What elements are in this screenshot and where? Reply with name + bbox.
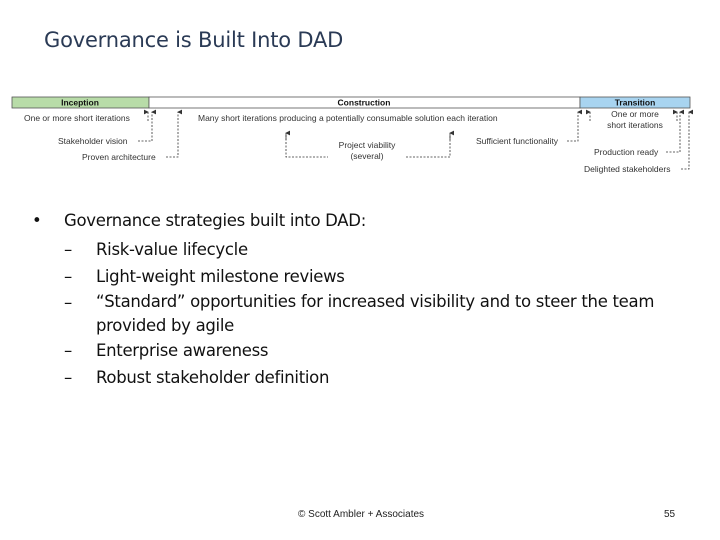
main-bullet-text: Governance strategies built into DAD: — [64, 211, 366, 230]
delighted-stakeholders-connector — [681, 112, 689, 169]
inception-label: Inception — [61, 97, 99, 108]
sub-bullet — [32, 338, 692, 365]
lifecycle-diagram — [0, 0, 720, 200]
sub-bullet-text: Risk-value lifecycle — [96, 240, 248, 259]
proven-architecture-connector — [166, 112, 178, 157]
dash-icon: – — [64, 293, 72, 312]
page-title: Governance is Built Into DAD — [44, 28, 344, 52]
sub-bullet-text: “Standard” opportunities for increased visibility and to steer the team provided by agile — [96, 292, 655, 335]
construction-iterations-label: Many short iterations producing a potentially consumable solution each iteration — [198, 113, 498, 123]
project-viability-label: Project viability — [338, 140, 396, 150]
delighted-stakeholders-label: Delighted stakeholders — [584, 164, 671, 174]
sub-bullet-text: Robust stakeholder definition — [96, 367, 330, 387]
dash-icon: – — [64, 367, 72, 387]
sub-bullet — [32, 365, 692, 392]
construction-label: Construction — [337, 97, 391, 108]
sufficient-functionality-connector — [567, 112, 578, 141]
bullet-list — [32, 208, 692, 391]
sub-bullet-text: Light-weight milestone reviews — [96, 266, 345, 286]
sub-bullet — [32, 237, 692, 264]
main-bullet — [32, 208, 692, 234]
sufficient-functionality-label: Sufficient functionality — [476, 136, 559, 146]
proven-architecture-label: Proven architecture — [82, 152, 156, 162]
stakeholder-vision-connector — [138, 112, 152, 141]
dash-icon: – — [64, 266, 72, 286]
sub-bullet — [32, 264, 692, 291]
sub-bullet-text: Enterprise awareness — [96, 341, 269, 360]
transition-iterations-label-1: One or more — [611, 109, 659, 119]
inception-iterations-label: One or more short iterations — [24, 113, 130, 123]
dash-icon: – — [64, 341, 72, 360]
production-ready-label: Production ready — [594, 147, 659, 157]
project-viability-note: (several) — [350, 151, 384, 161]
bullet-dot: • — [32, 211, 42, 230]
stakeholder-vision-label: Stakeholder vision — [58, 136, 128, 146]
production-ready-connector — [666, 112, 680, 152]
sub-bullet — [32, 290, 692, 338]
transition-label: Transition — [614, 97, 656, 108]
page-number: 55 — [664, 509, 676, 520]
sub-bullet-list — [32, 237, 692, 391]
transition-iterations-label-2: short iterations — [607, 120, 663, 130]
dash-icon: – — [64, 240, 72, 259]
copyright-footer: © Scott Ambler + Associates — [298, 509, 425, 520]
